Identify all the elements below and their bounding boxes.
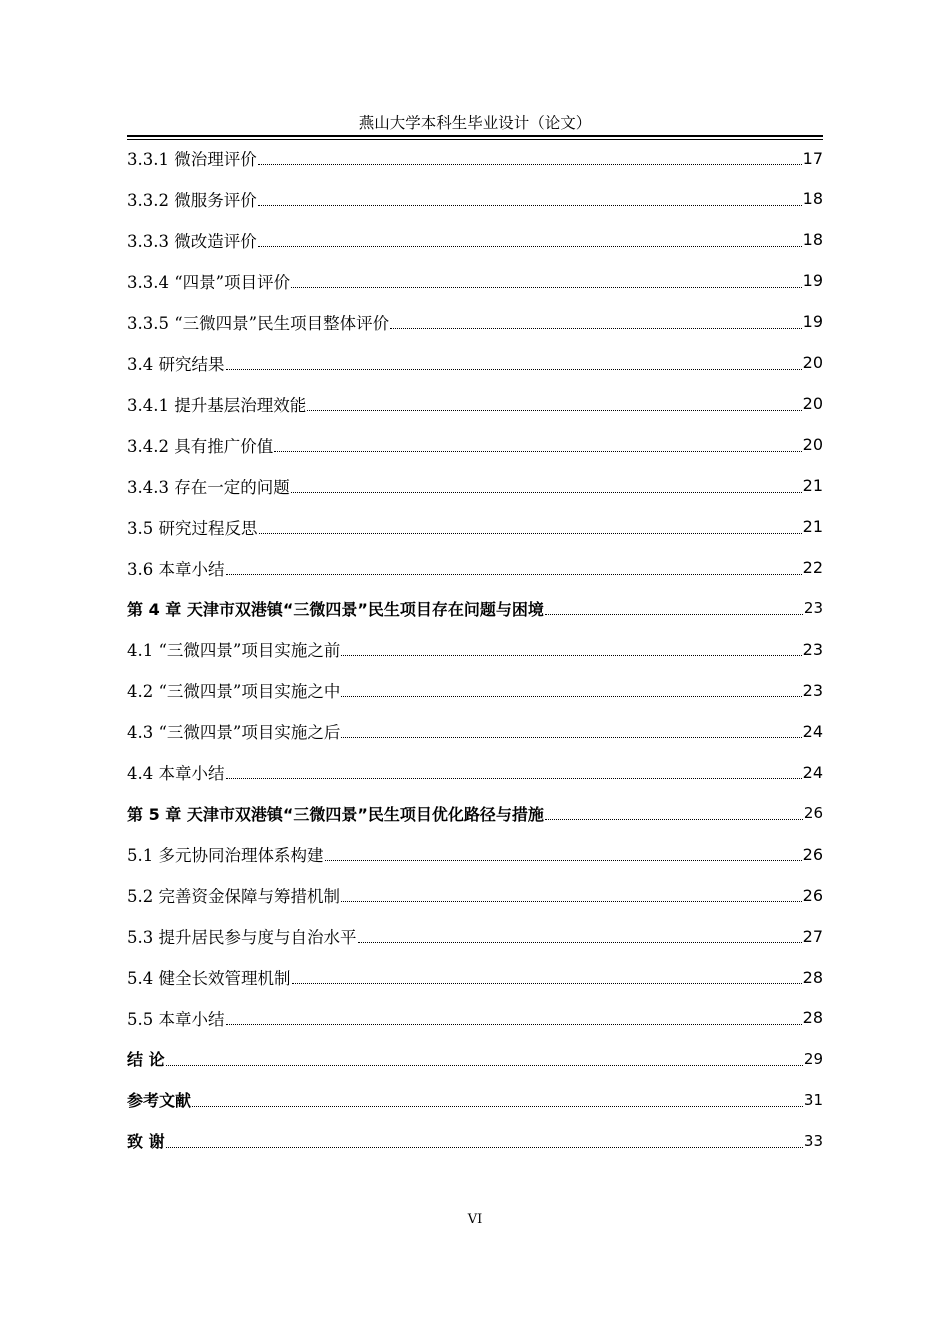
toc-dot-leader [325,860,802,861]
toc-entry-page: 19 [802,271,823,291]
page-number: VI [467,1212,483,1227]
toc-entry-page: 24 [802,762,823,782]
toc-entry[interactable] [127,716,823,746]
toc-entry-page: 20 [802,435,823,455]
toc-entry[interactable] [127,389,823,419]
toc-dot-leader [341,655,801,656]
toc-dot-leader [258,205,802,206]
toc-entry[interactable] [127,921,823,951]
toc-entry[interactable] [127,471,823,501]
toc-entry-page: 21 [802,517,823,537]
toc-entry[interactable] [127,880,823,910]
toc-entry-label: 4.1 “三微四景”项目实施之前 [127,641,341,661]
toc-entry[interactable] [127,307,823,337]
toc-entry-label: 4.4 本章小结 [127,764,225,784]
toc-entry-label: 参考文献 [127,1091,192,1111]
toc-entry-page: 23 [802,680,823,700]
toc-dot-leader [274,451,801,452]
toc-entry-page: 28 [802,1008,823,1028]
toc-dot-leader [545,614,803,615]
toc-entry[interactable] [127,184,823,214]
toc-dot-leader [258,164,802,165]
toc-entry-label: 3.5 研究过程反思 [127,518,258,538]
toc-chapter-entry[interactable] [127,593,823,623]
toc-dot-leader [291,287,802,288]
toc-entry[interactable] [127,839,823,869]
toc-dot-leader [226,1024,802,1025]
toc-dot-leader [226,369,802,370]
toc-dot-leader [307,410,801,411]
toc-entry-label: 3.3.5 “三微四景”民生项目整体评价 [127,313,390,333]
toc-chapter-entry[interactable] [127,1126,823,1156]
toc-entry-label: 第 4 章 天津市双港镇“三微四景”民生项目存在问题与困境 [127,599,544,619]
toc-entry-page: 26 [802,885,823,905]
toc-dot-leader [390,328,802,329]
toc-entry[interactable] [127,634,823,664]
toc-entry[interactable] [127,757,823,787]
header-rule-thin [127,139,823,140]
toc-entry-page: 26 [803,804,823,823]
toc-entry-label: 5.2 完善资金保障与筹措机制 [127,887,340,907]
toc-entry-page: 31 [803,1090,823,1109]
toc-dot-leader [226,778,802,779]
toc-entry-label: 5.1 多元协同治理体系构建 [127,846,324,866]
header-rule-thick [127,135,823,137]
toc-dot-leader [166,1065,803,1066]
toc-entry-label: 4.3 “三微四景”项目实施之后 [127,723,341,743]
toc-entry[interactable] [127,512,823,542]
toc-dot-leader [358,942,802,943]
toc-entry[interactable] [127,143,823,173]
toc-entry-label: 4.2 “三微四景”项目实施之中 [127,682,341,702]
toc-dot-leader [291,492,802,493]
toc-entry-label: 5.3 提升居民参与度与自治水平 [127,928,357,948]
toc-dot-leader [259,533,802,534]
toc-entry-label: 3.6 本章小结 [127,559,225,579]
page-header: 燕山大学本科生毕业设计（论文） [358,114,592,132]
toc-entry-page: 24 [802,721,823,741]
toc-entry-page: 29 [803,1049,823,1068]
toc-entry-label: 5.4 健全长效管理机制 [127,969,291,988]
toc-entry-label: 结 论 [127,1050,165,1070]
toc-dot-leader [226,574,802,575]
toc-entry-page: 22 [802,558,823,577]
toc-dot-leader [292,983,802,984]
toc-dot-leader [341,901,802,902]
toc-entry-page: 18 [802,230,823,250]
toc-entry-page: 28 [802,967,823,987]
toc-chapter-entry[interactable] [127,798,823,828]
toc-entry-label: 第 5 章 天津市双港镇“三微四景”民生项目优化路径与措施 [127,804,544,824]
toc-dot-leader [341,696,801,697]
toc-entry-label: 3.4.1 提升基层治理效能 [127,395,307,415]
toc-dot-leader [166,1147,803,1148]
toc-entry-label: 5.5 本章小结 [127,1009,225,1029]
toc-chapter-entry[interactable] [127,1085,823,1115]
toc-entry-page: 23 [803,599,823,618]
toc-entry-page: 27 [802,926,823,946]
toc-dot-leader [192,1106,803,1107]
toc-entry[interactable] [127,1003,823,1033]
toc-entry-label: 3.4.3 存在一定的问题 [127,477,290,497]
toc-entry[interactable] [127,225,823,255]
toc-entry-label: 3.3.4 “四景”项目评价 [127,272,291,292]
toc-entry[interactable] [127,675,823,705]
toc-entry-page: 20 [802,353,823,373]
toc-entry-page: 18 [802,189,823,209]
toc-entry-label: 3.3.3 微改造评价 [127,231,257,251]
toc-entry[interactable] [127,962,823,992]
toc-entry[interactable] [127,266,823,296]
toc-entry-label: 3.4.2 具有推广价值 [127,436,274,456]
toc-entry-page: 21 [802,476,823,496]
toc-entry-label: 3.4 研究结果 [127,354,225,374]
toc-entry-page: 19 [802,312,823,332]
toc-entry-label: 致 谢 [127,1132,165,1152]
toc-dot-leader [341,737,801,738]
toc-entry[interactable] [127,430,823,460]
toc-dot-leader [258,246,802,247]
toc-dot-leader [545,819,803,820]
toc-entry-label: 3.3.1 微治理评价 [127,150,257,169]
toc-entry[interactable] [127,553,823,583]
toc-entry-page: 26 [802,844,823,864]
toc-entry[interactable] [127,348,823,378]
toc-chapter-entry[interactable] [127,1044,823,1074]
toc-entry-page: 33 [803,1131,823,1150]
toc-entry-label: 3.3.2 微服务评价 [127,190,257,210]
toc-entry-page: 23 [802,639,823,659]
toc-entry-page: 20 [802,394,823,414]
toc-entry-page: 17 [802,148,823,168]
